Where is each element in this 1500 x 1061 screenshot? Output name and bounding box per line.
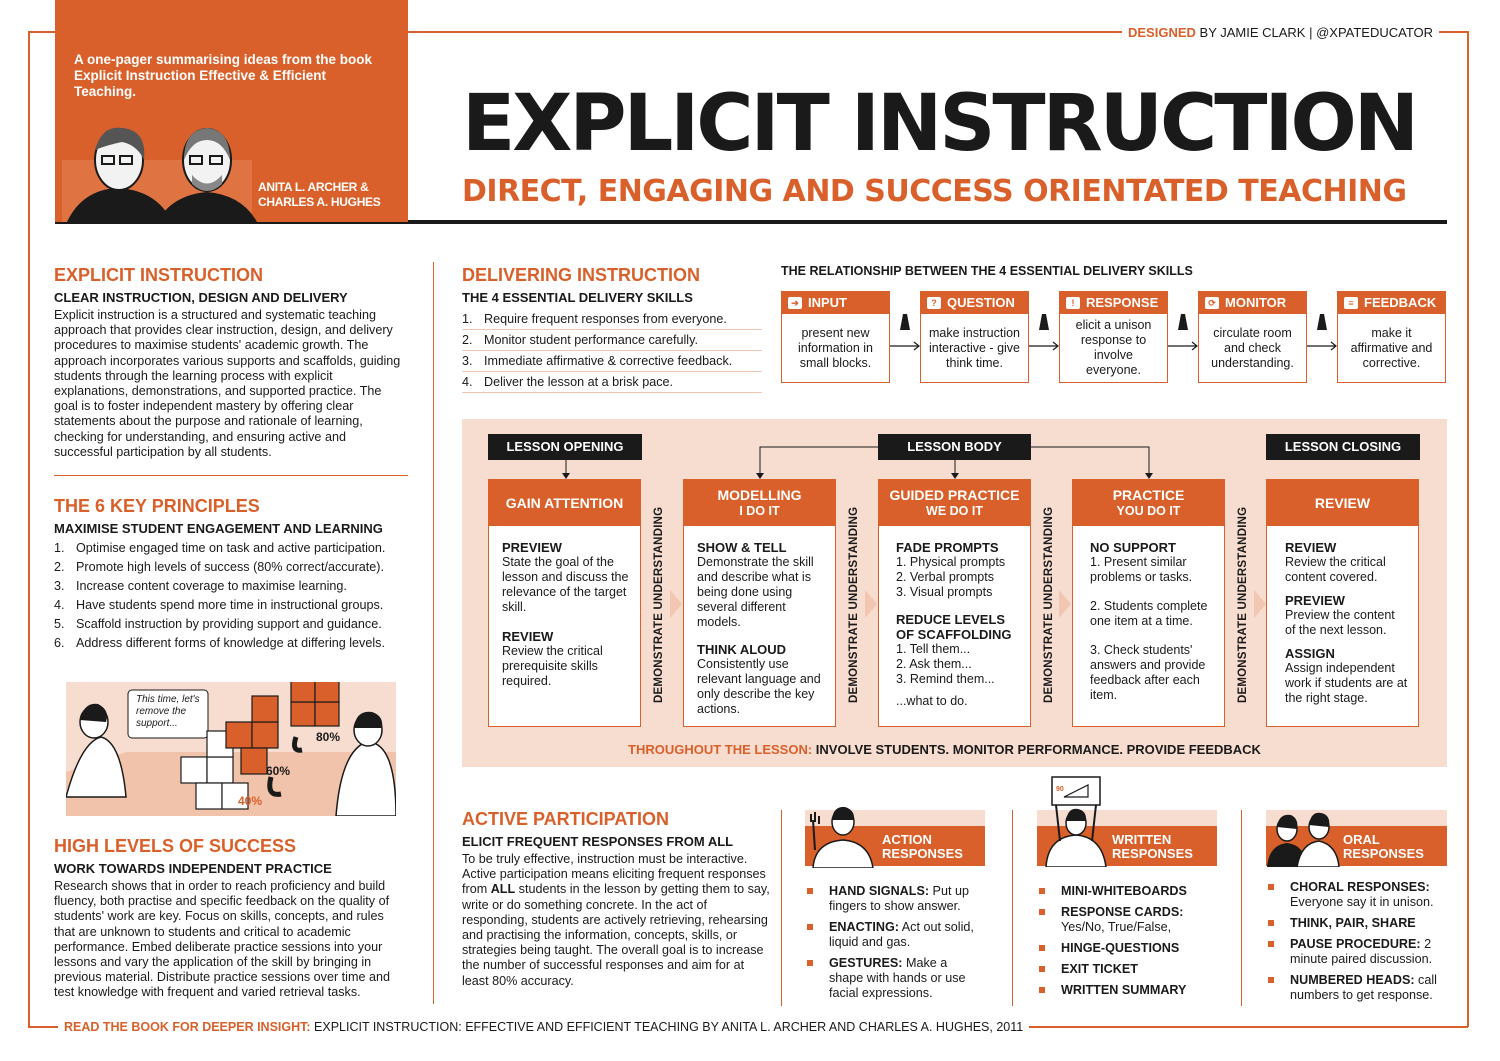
explicit-body: Explicit instruction is a structured and systematic teaching approach that provides clear instruction, design, and delivery procedures to maximise students' academic growth. The approach incorporates various supports and scaffolds, guiding students through the learning process with explicit explanations, demonstrations, and supported practice. The goal is to foster independent mastery by offering clear statements about the purpose and rationale of learning, checking for understanding, and ensuring active and successful participation by all students. xyxy=(54,308,401,459)
stage-label: SHOW & TELL xyxy=(697,540,787,555)
list-item: 2. Promote high levels of success (80% correct/accurate). xyxy=(54,560,384,574)
skill-label: RESPONSE xyxy=(1086,295,1159,310)
whiteboard-icon xyxy=(1040,775,1110,867)
stage-review xyxy=(1266,479,1419,727)
throughout-lesson xyxy=(628,742,1261,757)
stage-label: NO SUPPORT xyxy=(1090,540,1176,555)
stage-text: 2. Verbal prompts xyxy=(896,570,994,584)
lesson-closing-tag: LESSON CLOSING xyxy=(1266,434,1420,460)
talking-pair-icon xyxy=(1265,805,1340,867)
stage-practice xyxy=(1072,479,1225,727)
success-heading: HIGH LEVELS OF SUCCESS xyxy=(54,836,297,856)
active-body: To be truly effective, instruction must be interactive. Active participation means eliciting frequent responses from ALL students in the lesson by getting them to say, write or do something concrete. In the act of responding, students are actively retrieving, rehearsing and practising the information, concepts, skills, or strategies being taught. The overall goal is to increase the number of successful responses and aim for at least 80% accuracy. xyxy=(462,852,770,988)
list-item: HINGE-QUESTIONS xyxy=(1039,941,1219,956)
delivering-subheading: THE 4 ESSENTIAL DELIVERY SKILLS xyxy=(462,290,693,305)
delivering-section xyxy=(462,265,762,393)
page-subtitle: DIRECT, ENGAGING AND SUCCESS ORIENTATED TEACHING xyxy=(462,174,1407,209)
demonstrate-understanding-label: DEMONSTRATE UNDERSTANDING xyxy=(848,506,860,704)
stage-subtitle: YOU DO IT xyxy=(1116,504,1181,518)
principles-heading: THE 6 KEY PRINCIPLES xyxy=(54,496,260,516)
stage-text: ...what to do. xyxy=(896,694,968,708)
stage-subtitle: WE DO IT xyxy=(926,504,983,518)
list-item: EXIT TICKET xyxy=(1039,962,1219,977)
explicit-heading: EXPLICIT INSTRUCTION xyxy=(54,265,264,285)
speech-icon: ≡ xyxy=(1344,297,1358,309)
list-item: THINK, PAIR, SHARE xyxy=(1268,916,1444,931)
board-angle: 90 xyxy=(1056,786,1064,793)
stage-title: REVIEW xyxy=(1314,495,1371,511)
chevron-right-icon xyxy=(1059,590,1071,618)
designed-by: BY JAMIE CLARK | @XPATEDUCATOR xyxy=(1195,25,1434,40)
authors-portrait xyxy=(62,120,262,222)
list-item: RESPONSE CARDS: Yes/No, True/False, xyxy=(1039,905,1219,935)
stage-gain-attention xyxy=(488,479,641,727)
principles-list xyxy=(54,539,414,653)
footer-reference xyxy=(58,1020,1029,1034)
throughout-label: THROUGHOUT THE LESSON: xyxy=(628,742,813,757)
list-item: 3. Increase content coverage to maximise learning. xyxy=(54,579,347,593)
list-item: 4. Deliver the lesson at a brisk pace. xyxy=(462,372,762,393)
written-responses-header: WRITTEN RESPONSES xyxy=(1037,826,1217,866)
scaffolding-illustration xyxy=(66,682,396,816)
explicit-subheading: CLEAR INSTRUCTION, DESIGN AND DELIVERY xyxy=(54,290,348,305)
stage-label: ASSIGN xyxy=(1285,646,1335,661)
list-item: ENACTING: Act out solid, liquid and gas. xyxy=(807,920,977,950)
list-item: WRITTEN SUMMARY xyxy=(1039,983,1219,998)
intro-text: A one-pager summarising ideas from the book Explicit Instruction Effective & Efficient Teaching. xyxy=(74,52,373,99)
stage-label: REVIEW xyxy=(502,629,554,644)
stage-text: 2. Ask them... xyxy=(896,657,972,671)
list-item: 3. Immediate affirmative & corrective feedback. xyxy=(462,351,762,372)
speech-bubble: This time, let's remove the support... xyxy=(136,694,200,729)
success-subheading: WORK TOWARDS INDEPENDENT PRACTICE xyxy=(54,861,332,876)
stage-label: THINK ALOUD xyxy=(697,642,787,657)
percent-40: 40% xyxy=(238,794,263,808)
metronome-icons xyxy=(890,308,1340,358)
stage-text: Review the critical content covered. xyxy=(1285,555,1386,584)
stage-text: 2. Students complete one item at a time. xyxy=(1090,599,1208,628)
list-item: 5. Scaffold instruction by providing support and guidance. xyxy=(54,617,382,631)
stage-text: 1. Tell them... xyxy=(896,642,971,656)
skill-text: present new information in small blocks. xyxy=(797,325,874,370)
active-heading: ACTIVE PARTICIPATION xyxy=(462,809,669,829)
list-item: MINI-WHITEBOARDS xyxy=(1039,884,1219,899)
skill-label: FEEDBACK xyxy=(1364,295,1437,310)
active-subheading: ELICIT FREQUENT RESPONSES FROM ALL xyxy=(462,834,734,849)
stage-text: 1. Present similar problems or tasks. xyxy=(1090,555,1193,584)
action-responses-header: ACTION RESPONSES xyxy=(805,826,985,866)
skill-text: elicit a unison response to involve everyone. xyxy=(1075,318,1152,377)
stage-text: Demonstrate the skill and describe what is being done using several different models. xyxy=(697,555,814,629)
stage-text: 3. Remind them... xyxy=(896,672,995,686)
authors-label: ANITA L. ARCHER & CHARLES A. HUGHES xyxy=(258,180,381,209)
oral-responses-list xyxy=(1268,880,1444,1009)
stage-label: REDUCE LEVELS OF SCAFFOLDING xyxy=(896,612,1012,642)
skill-feedback xyxy=(1337,291,1446,383)
stage-label: FADE PROMPTS xyxy=(896,540,999,555)
list-item: 6. Address different forms of knowledge at differing levels. xyxy=(54,636,385,650)
skill-label: QUESTION xyxy=(947,295,1015,310)
skill-label: INPUT xyxy=(808,295,847,310)
footer-label: READ THE BOOK FOR DEEPER INSIGHT: xyxy=(64,1020,311,1034)
demonstrate-understanding-label: DEMONSTRATE UNDERSTANDING xyxy=(653,506,665,704)
chevron-right-icon xyxy=(1254,590,1266,618)
principles-section xyxy=(54,496,414,653)
exclamation-icon: ! xyxy=(1066,297,1080,309)
hand-raise-icon xyxy=(805,800,880,868)
page-title: EXPLICIT INSTRUCTION xyxy=(462,79,1417,169)
lesson-body-tag: LESSON BODY xyxy=(878,434,1031,460)
stage-modelling xyxy=(683,479,836,727)
stage-text: 1. Physical prompts xyxy=(896,555,1006,569)
skill-text: make instruction interactive - give think time. xyxy=(928,325,1020,370)
footer-text: EXPLICIT INSTRUCTION: EFFECTIVE AND EFFICIENT TEACHING BY ANITA L. ARCHER AND CHARLES A. HUGHES, 2011 xyxy=(310,1020,1024,1034)
stage-text: Review the critical prerequisite skills required. xyxy=(502,644,603,688)
stage-title: GUIDED PRACTICE xyxy=(889,487,1020,503)
active-section xyxy=(462,809,772,989)
stage-text: Preview the content of the next lesson. xyxy=(1285,608,1395,637)
oral-responses-header: ORAL RESPONSES xyxy=(1266,826,1447,866)
written-responses-list xyxy=(1039,884,1219,1004)
stage-text: State the goal of the lesson and discuss the relevance of the target skill. xyxy=(502,555,629,614)
designer-credit xyxy=(1122,25,1439,40)
throughout-text: INVOLVE STUDENTS. MONITOR PERFORMANCE. PROVIDE FEEDBACK xyxy=(812,742,1261,757)
stage-text: Consistently use relevant language and only describe the key actions. xyxy=(697,657,821,716)
list-item: CHORAL RESPONSES: Everyone say it in unison. xyxy=(1268,880,1444,910)
question-icon: ? xyxy=(927,297,941,309)
cycle-icon: ⟳ xyxy=(1205,297,1219,309)
list-item: 1. Optimise engaged time on task and active participation. xyxy=(54,541,386,555)
stage-title: GAIN ATTENTION xyxy=(505,495,624,511)
skill-label: MONITOR xyxy=(1225,295,1287,310)
success-section xyxy=(54,836,408,1001)
list-item: 2. Monitor student performance carefully. xyxy=(462,330,762,351)
demonstrate-understanding-label: DEMONSTRATE UNDERSTANDING xyxy=(1043,506,1055,704)
stage-text: 3. Visual prompts xyxy=(896,585,993,599)
percent-60: 60% xyxy=(266,764,291,778)
chevron-right-icon xyxy=(670,590,682,618)
skill-text: circulate room and check understanding. xyxy=(1211,325,1294,370)
list-item: 1. Require frequent responses from everyone. xyxy=(462,309,762,330)
stage-label: PREVIEW xyxy=(502,540,562,555)
skill-text: make it affirmative and corrective. xyxy=(1350,325,1433,370)
stage-title: PRACTICE xyxy=(1112,487,1185,503)
stage-text: 3. Check students' answers and provide feedback after each item. xyxy=(1090,643,1206,702)
lesson-opening-tag: LESSON OPENING xyxy=(488,434,642,460)
success-body: Research shows that in order to reach proficiency and build fluency, both practise and specific feedback on the quality of students' work are key. Focus on skills, concepts, and rules that are unknown to students and critical to academic performance. Embed deliberate practice sessions into your lessons and vary the application of the skill by bringing in previous material. Distribute practice sessions over time and test knowledge with frequent and varied retrieval tasks. xyxy=(54,879,390,1000)
explicit-section xyxy=(54,265,408,460)
principles-subheading: MAXIMISE STUDENT ENGAGEMENT AND LEARNING xyxy=(54,521,383,536)
chevron-right-icon xyxy=(865,590,877,618)
percent-80: 80% xyxy=(316,730,341,744)
action-responses-list xyxy=(807,884,977,1007)
skill-input xyxy=(781,291,890,383)
stage-label: REVIEW xyxy=(1285,540,1337,555)
list-item: NUMBERED HEADS: call numbers to get response. xyxy=(1268,973,1444,1003)
stage-guided-practice xyxy=(878,479,1031,727)
stage-subtitle: I DO IT xyxy=(739,504,780,518)
stage-title: MODELLING xyxy=(717,487,802,503)
delivery-skills-list xyxy=(462,309,762,393)
relationship-title: THE RELATIONSHIP BETWEEN THE 4 ESSENTIAL DELIVERY SKILLS xyxy=(781,264,1193,278)
delivering-heading: DELIVERING INSTRUCTION xyxy=(462,265,701,285)
arrow-right-icon: ➔ xyxy=(788,297,802,309)
designed-label: DESIGNED xyxy=(1128,25,1196,40)
list-item: 4. Have students spend more time in instructional groups. xyxy=(54,598,384,612)
stage-text: Assign independent work if students are at the right stage. xyxy=(1285,661,1408,705)
stage-label: PREVIEW xyxy=(1285,593,1345,608)
list-item: HAND SIGNALS: Put up fingers to show answer. xyxy=(807,884,977,914)
list-item: GESTURES: Make a shape with hands or use facial expressions. xyxy=(807,956,977,1001)
demonstrate-understanding-label: DEMONSTRATE UNDERSTANDING xyxy=(1237,506,1249,704)
list-item: PAUSE PROCEDURE: 2 minute paired discussion. xyxy=(1268,937,1444,967)
